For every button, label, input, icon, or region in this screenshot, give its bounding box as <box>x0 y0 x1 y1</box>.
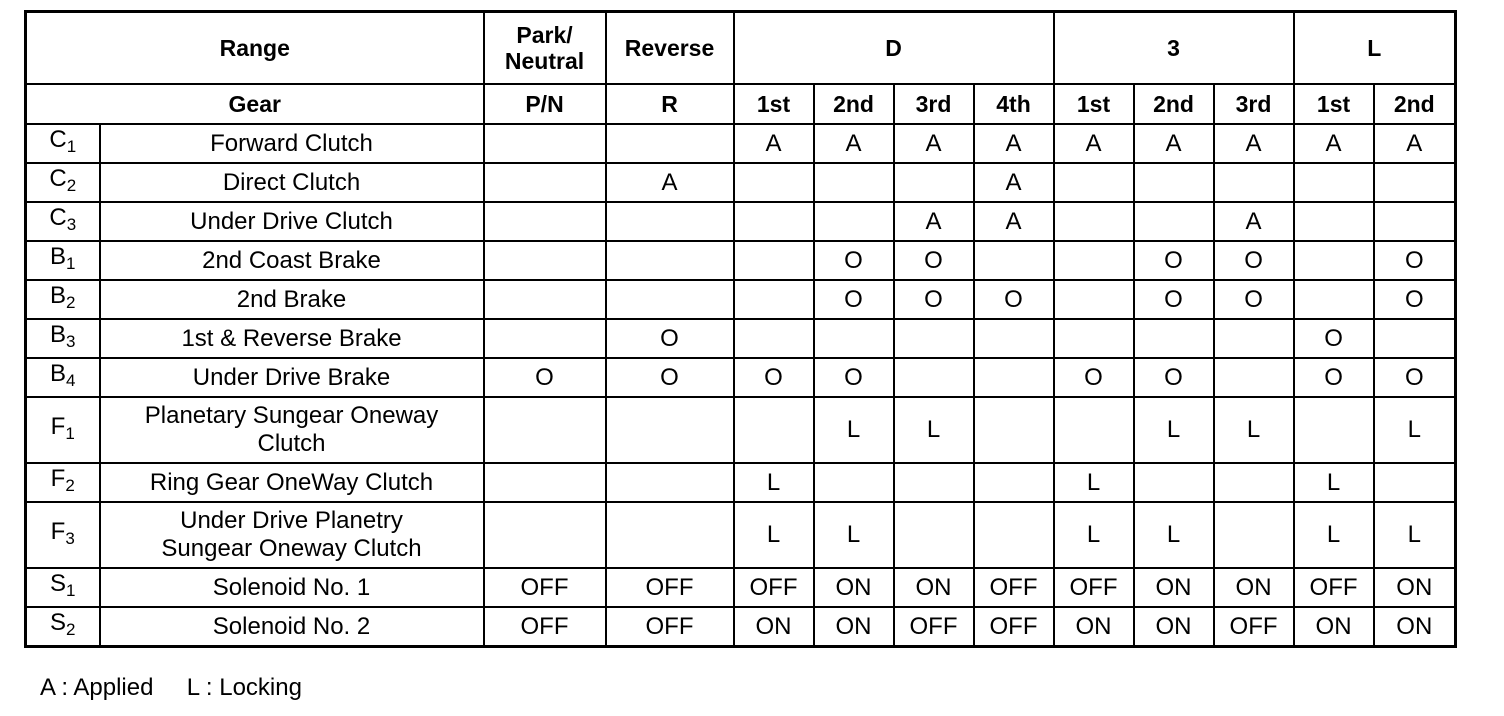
operation-cell: O <box>1374 241 1456 280</box>
table-row <box>26 502 1456 568</box>
operation-cell <box>1294 202 1374 241</box>
component-code-letter: F <box>50 412 66 440</box>
operation-cell <box>1214 163 1294 202</box>
operation-cell: L <box>1054 502 1134 568</box>
operation-cell: ON <box>1214 568 1294 607</box>
operation-cell <box>814 202 894 241</box>
operation-cell: A <box>1214 124 1294 163</box>
operation-cell: O <box>1294 319 1374 358</box>
operation-cell: L <box>894 397 974 463</box>
table-row <box>26 280 1456 319</box>
operation-cell: OFF <box>1054 568 1134 607</box>
operation-cell <box>974 463 1054 502</box>
operation-cell: L <box>734 502 814 568</box>
operation-cell: ON <box>814 568 894 607</box>
gear-header-cell: R <box>606 84 734 124</box>
operation-cell: L <box>1294 463 1374 502</box>
table-body <box>26 124 1456 647</box>
operation-cell: L <box>1054 463 1134 502</box>
operation-cell <box>1294 241 1374 280</box>
operation-cell: O <box>1054 358 1134 397</box>
table-row <box>26 397 1456 463</box>
operation-cell: O <box>814 280 894 319</box>
legend: A : Applied L : Locking <box>40 674 302 701</box>
operation-cell: A <box>606 163 734 202</box>
operation-cell <box>606 502 734 568</box>
operation-cell: ON <box>1374 568 1456 607</box>
operation-cell: A <box>974 163 1054 202</box>
operation-cell: O <box>894 280 974 319</box>
operation-cell: A <box>974 124 1054 163</box>
operation-cell <box>1134 463 1214 502</box>
component-name: Under Drive Clutch <box>100 202 484 241</box>
gear-header-cell: 1st <box>734 84 814 124</box>
operation-cell: L <box>1134 397 1214 463</box>
operation-cell: OFF <box>606 607 734 647</box>
operation-cell: O <box>1374 280 1456 319</box>
operation-cell <box>1054 397 1134 463</box>
component-code-subscript: 1 <box>66 581 76 600</box>
operation-cell <box>484 280 606 319</box>
component-code-letter: B <box>50 321 67 348</box>
table-row <box>26 202 1456 241</box>
range-header-cell: Park/ Neutral <box>484 12 606 85</box>
operation-cell <box>1214 319 1294 358</box>
component-code <box>26 358 100 397</box>
operation-cell: O <box>1294 358 1374 397</box>
component-name: Under Drive Brake <box>100 358 484 397</box>
operation-cell: OFF <box>974 607 1054 647</box>
operation-cell <box>974 319 1054 358</box>
operation-cell: A <box>1054 124 1134 163</box>
operation-cell <box>606 241 734 280</box>
operation-cell: O <box>734 358 814 397</box>
gear-header-cell: 1st <box>1294 84 1374 124</box>
operation-cell: ON <box>1134 568 1214 607</box>
operation-cell: OFF <box>894 607 974 647</box>
component-code <box>26 463 100 502</box>
operation-cell: OFF <box>484 607 606 647</box>
component-code-letter: C <box>49 204 67 231</box>
operation-cell: A <box>1134 124 1214 163</box>
gear-header-cell: 1st <box>1054 84 1134 124</box>
gear-header-cell: 2nd <box>1134 84 1214 124</box>
operation-cell <box>734 319 814 358</box>
operation-cell: OFF <box>1214 607 1294 647</box>
table-row <box>26 358 1456 397</box>
operation-cell: A <box>974 202 1054 241</box>
operation-cell <box>814 319 894 358</box>
gear-header-row <box>26 84 1456 124</box>
component-code-subscript: 3 <box>66 332 76 351</box>
operation-cell: O <box>1214 241 1294 280</box>
component-code-subscript: 2 <box>66 176 77 195</box>
operation-cell: O <box>1134 358 1214 397</box>
operation-cell <box>1134 202 1214 241</box>
component-code-letter: F <box>50 465 66 492</box>
range-label: Range <box>26 12 484 85</box>
operation-cell <box>606 397 734 463</box>
operation-cell: OFF <box>974 568 1054 607</box>
operation-cell: A <box>1214 202 1294 241</box>
component-name: 1st & Reverse Brake <box>100 319 484 358</box>
operation-cell: ON <box>1374 607 1456 647</box>
operation-cell <box>894 463 974 502</box>
range-header-cell: L <box>1294 12 1456 85</box>
gear-header-cell: 3rd <box>1214 84 1294 124</box>
operation-cell: L <box>734 463 814 502</box>
component-code-subscript: 2 <box>66 620 76 639</box>
operation-cell: A <box>1374 124 1456 163</box>
component-code-letter: B <box>50 243 67 270</box>
table-row <box>26 124 1456 163</box>
operation-cell <box>814 463 894 502</box>
component-code <box>26 568 100 607</box>
component-name: Planetary Sungear Oneway Clutch <box>100 397 484 463</box>
component-code <box>26 124 100 163</box>
component-name: 2nd Brake <box>100 280 484 319</box>
operation-cell: O <box>1134 280 1214 319</box>
operation-cell <box>1054 319 1134 358</box>
operation-cell: A <box>894 124 974 163</box>
operation-cell <box>814 163 894 202</box>
gear-header-cell: 2nd <box>1374 84 1456 124</box>
component-code-letter: F <box>50 517 66 545</box>
operation-cell <box>734 163 814 202</box>
component-name: Direct Clutch <box>100 163 484 202</box>
component-code-subscript: 3 <box>66 215 77 234</box>
operation-cell: O <box>1374 358 1456 397</box>
table-row <box>26 607 1456 647</box>
table-row <box>26 568 1456 607</box>
operation-table <box>24 10 1457 648</box>
operation-cell <box>484 397 606 463</box>
operation-cell: A <box>894 202 974 241</box>
operation-cell: ON <box>814 607 894 647</box>
operation-cell: ON <box>734 607 814 647</box>
operation-cell <box>1214 358 1294 397</box>
component-code-letter: B <box>50 360 67 387</box>
operation-cell: L <box>814 502 894 568</box>
operation-cell: O <box>814 241 894 280</box>
component-code <box>26 202 100 241</box>
operation-cell <box>484 319 606 358</box>
component-code <box>26 502 100 568</box>
component-code-subscript: 1 <box>65 423 75 443</box>
component-code-subscript: 4 <box>66 371 76 390</box>
operation-cell <box>734 202 814 241</box>
operation-cell <box>1294 397 1374 463</box>
operation-cell <box>734 241 814 280</box>
operation-cell <box>484 124 606 163</box>
operation-cell <box>1374 163 1456 202</box>
operation-cell <box>606 124 734 163</box>
component-code <box>26 241 100 280</box>
component-code-letter: S <box>50 570 67 597</box>
component-name: Ring Gear OneWay Clutch <box>100 463 484 502</box>
table-row <box>26 319 1456 358</box>
operation-cell <box>734 397 814 463</box>
component-code-letter: C <box>49 126 67 153</box>
component-code-letter: C <box>49 165 67 192</box>
range-header-cell: D <box>734 12 1054 85</box>
operation-cell <box>1214 502 1294 568</box>
gear-header-cell: 4th <box>974 84 1054 124</box>
operation-cell: A <box>1294 124 1374 163</box>
range-header-cell: Reverse <box>606 12 734 85</box>
component-name: Forward Clutch <box>100 124 484 163</box>
operation-cell: O <box>606 319 734 358</box>
component-code <box>26 397 100 463</box>
operation-cell <box>1374 319 1456 358</box>
operation-cell: O <box>894 241 974 280</box>
operation-cell: ON <box>1134 607 1214 647</box>
component-code-subscript: 2 <box>65 476 75 495</box>
component-name: Solenoid No. 2 <box>100 607 484 647</box>
operation-cell: L <box>1374 502 1456 568</box>
operation-cell <box>894 319 974 358</box>
operation-cell <box>894 502 974 568</box>
operation-cell <box>1374 202 1456 241</box>
operation-cell <box>974 397 1054 463</box>
operation-cell <box>1134 163 1214 202</box>
operation-cell: ON <box>1294 607 1374 647</box>
operation-cell <box>484 463 606 502</box>
gear-header-cell: P/N <box>484 84 606 124</box>
operation-cell: O <box>1214 280 1294 319</box>
operation-cell: O <box>484 358 606 397</box>
operation-cell: OFF <box>606 568 734 607</box>
operation-cell: O <box>1134 241 1214 280</box>
operation-cell: A <box>734 124 814 163</box>
operation-cell <box>484 202 606 241</box>
operation-cell <box>1294 163 1374 202</box>
component-code-subscript: 2 <box>66 293 76 312</box>
operation-cell <box>1134 319 1214 358</box>
operation-cell: ON <box>894 568 974 607</box>
component-name: Solenoid No. 1 <box>100 568 484 607</box>
gear-header-cell: 3rd <box>894 84 974 124</box>
operation-cell: ON <box>1054 607 1134 647</box>
operation-cell: L <box>1134 502 1214 568</box>
operation-cell <box>1054 241 1134 280</box>
table-row <box>26 163 1456 202</box>
operation-cell: L <box>1374 397 1456 463</box>
gear-header-cell: 2nd <box>814 84 894 124</box>
operation-cell: L <box>1214 397 1294 463</box>
component-code-letter: B <box>50 282 67 309</box>
operation-cell <box>894 163 974 202</box>
component-code <box>26 163 100 202</box>
component-code <box>26 319 100 358</box>
operation-cell <box>484 241 606 280</box>
operation-cell <box>894 358 974 397</box>
table-row <box>26 463 1456 502</box>
component-name: Under Drive Planetry Sungear Oneway Clutch <box>100 502 484 568</box>
component-code-letter: S <box>50 609 67 636</box>
operation-cell <box>734 280 814 319</box>
table-row <box>26 241 1456 280</box>
operation-cell <box>1054 202 1134 241</box>
operation-cell <box>606 202 734 241</box>
component-name: 2nd Coast Brake <box>100 241 484 280</box>
operation-cell: O <box>814 358 894 397</box>
operation-cell: L <box>1294 502 1374 568</box>
range-header-row <box>26 12 1456 85</box>
operation-cell: OFF <box>734 568 814 607</box>
operation-cell <box>974 241 1054 280</box>
gear-label: Gear <box>26 84 484 124</box>
operation-cell: OFF <box>1294 568 1374 607</box>
component-code-subscript: 1 <box>66 137 77 156</box>
operation-cell <box>1054 163 1134 202</box>
operation-cell <box>484 163 606 202</box>
operation-cell <box>1294 280 1374 319</box>
operation-cell: L <box>814 397 894 463</box>
operation-cell <box>974 358 1054 397</box>
operation-cell: O <box>606 358 734 397</box>
operation-cell <box>606 463 734 502</box>
component-code-subscript: 1 <box>66 254 76 273</box>
operation-cell <box>974 502 1054 568</box>
operation-cell <box>606 280 734 319</box>
component-code <box>26 607 100 647</box>
component-code <box>26 280 100 319</box>
range-header-cell: 3 <box>1054 12 1294 85</box>
component-code-subscript: 3 <box>65 528 75 548</box>
operation-cell <box>484 502 606 568</box>
operation-cell: O <box>974 280 1054 319</box>
operation-cell: OFF <box>484 568 606 607</box>
operation-cell: A <box>814 124 894 163</box>
operation-cell <box>1054 280 1134 319</box>
operation-cell <box>1214 463 1294 502</box>
operation-cell <box>1374 463 1456 502</box>
